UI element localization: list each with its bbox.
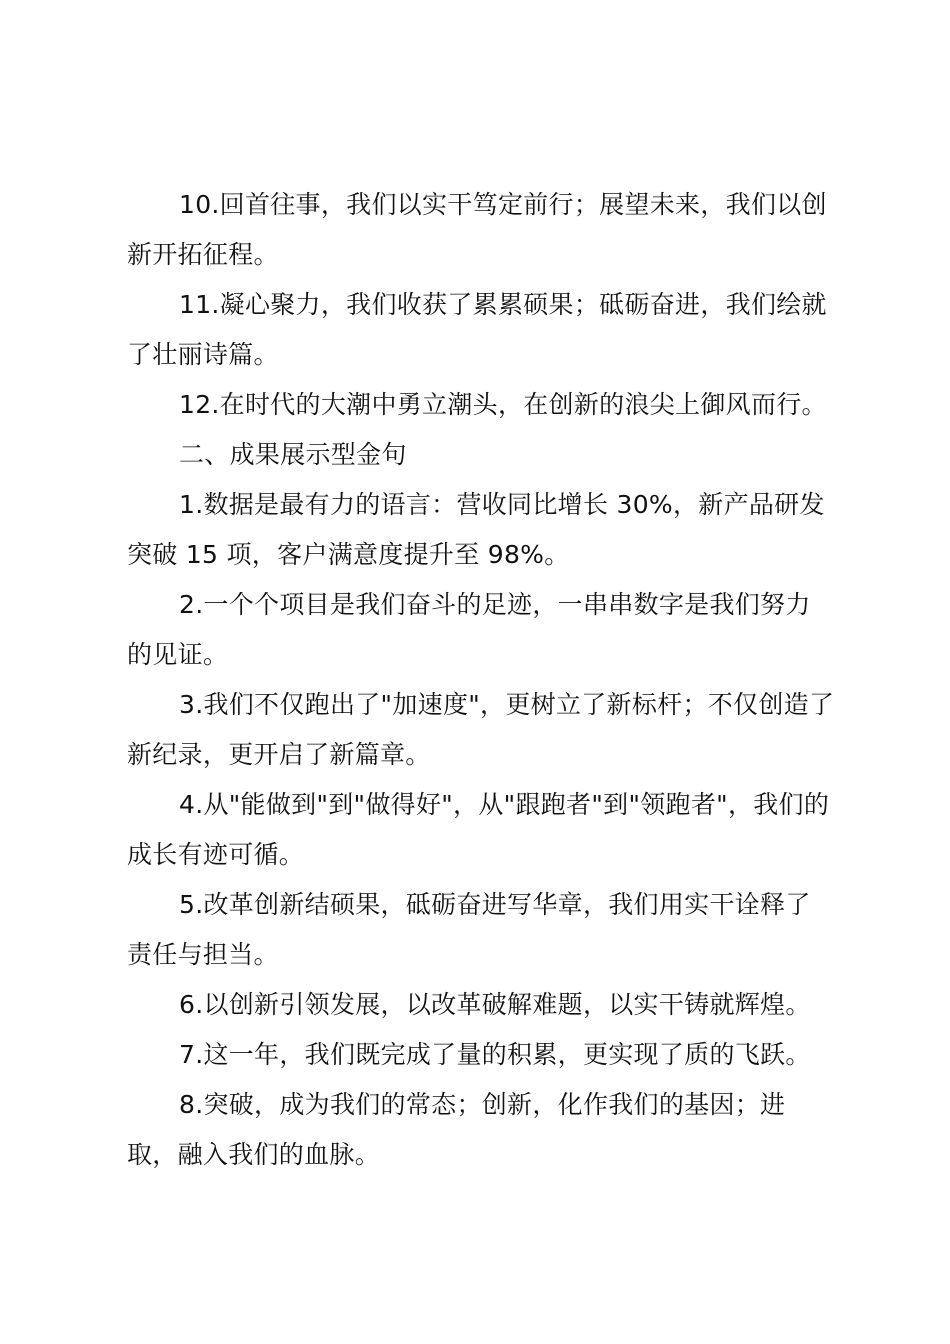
paragraph-1: 1.数据是最有力的语言：营收同比增长 30%，新产品研发突破 15 项，客户满意度提升至 98%。 bbox=[127, 490, 825, 569]
paragraph-10: 10.回首往事，我们以实干笃定前行；展望未来，我们以创新开拓征程。 bbox=[127, 190, 827, 269]
paragraph-4: 4.从"能做到"到"做得好"，从"跟跑者"到"领跑者"，我们的成长有迹可循。 bbox=[127, 790, 830, 869]
paragraph-2: 2.一个个项目是我们奋斗的足迹，一串串数字是我们努力的见证。 bbox=[127, 590, 811, 669]
document-body bbox=[127, 180, 835, 1180]
paragraph-12: 12.在时代的大潮中勇立潮头，在创新的浪尖上御风而行。 bbox=[179, 390, 827, 419]
paragraph-7: 7.这一年，我们既完成了量的积累，更实现了质的飞跃。 bbox=[179, 1040, 811, 1069]
paragraph-5: 5.改革创新结硕果，砥砺奋进写华章，我们用实干诠释了责任与担当。 bbox=[127, 890, 811, 969]
section-heading: 二、成果展示型金句 bbox=[179, 440, 407, 469]
paragraph-11: 11.凝心聚力，我们收获了累累硕果；砥砺奋进，我们绘就了壮丽诗篇。 bbox=[127, 290, 827, 369]
paragraph-3: 3.我们不仅跑出了"加速度"，更树立了新标杆；不仅创造了新纪录，更开启了新篇章。 bbox=[127, 690, 835, 769]
paragraph-8: 8.突破，成为我们的常态；创新，化作我们的基因；进取，融入我们的血脉。 bbox=[127, 1090, 786, 1169]
paragraph-6: 6.以创新引领发展，以改革破解难题，以实干铸就辉煌。 bbox=[179, 990, 811, 1019]
